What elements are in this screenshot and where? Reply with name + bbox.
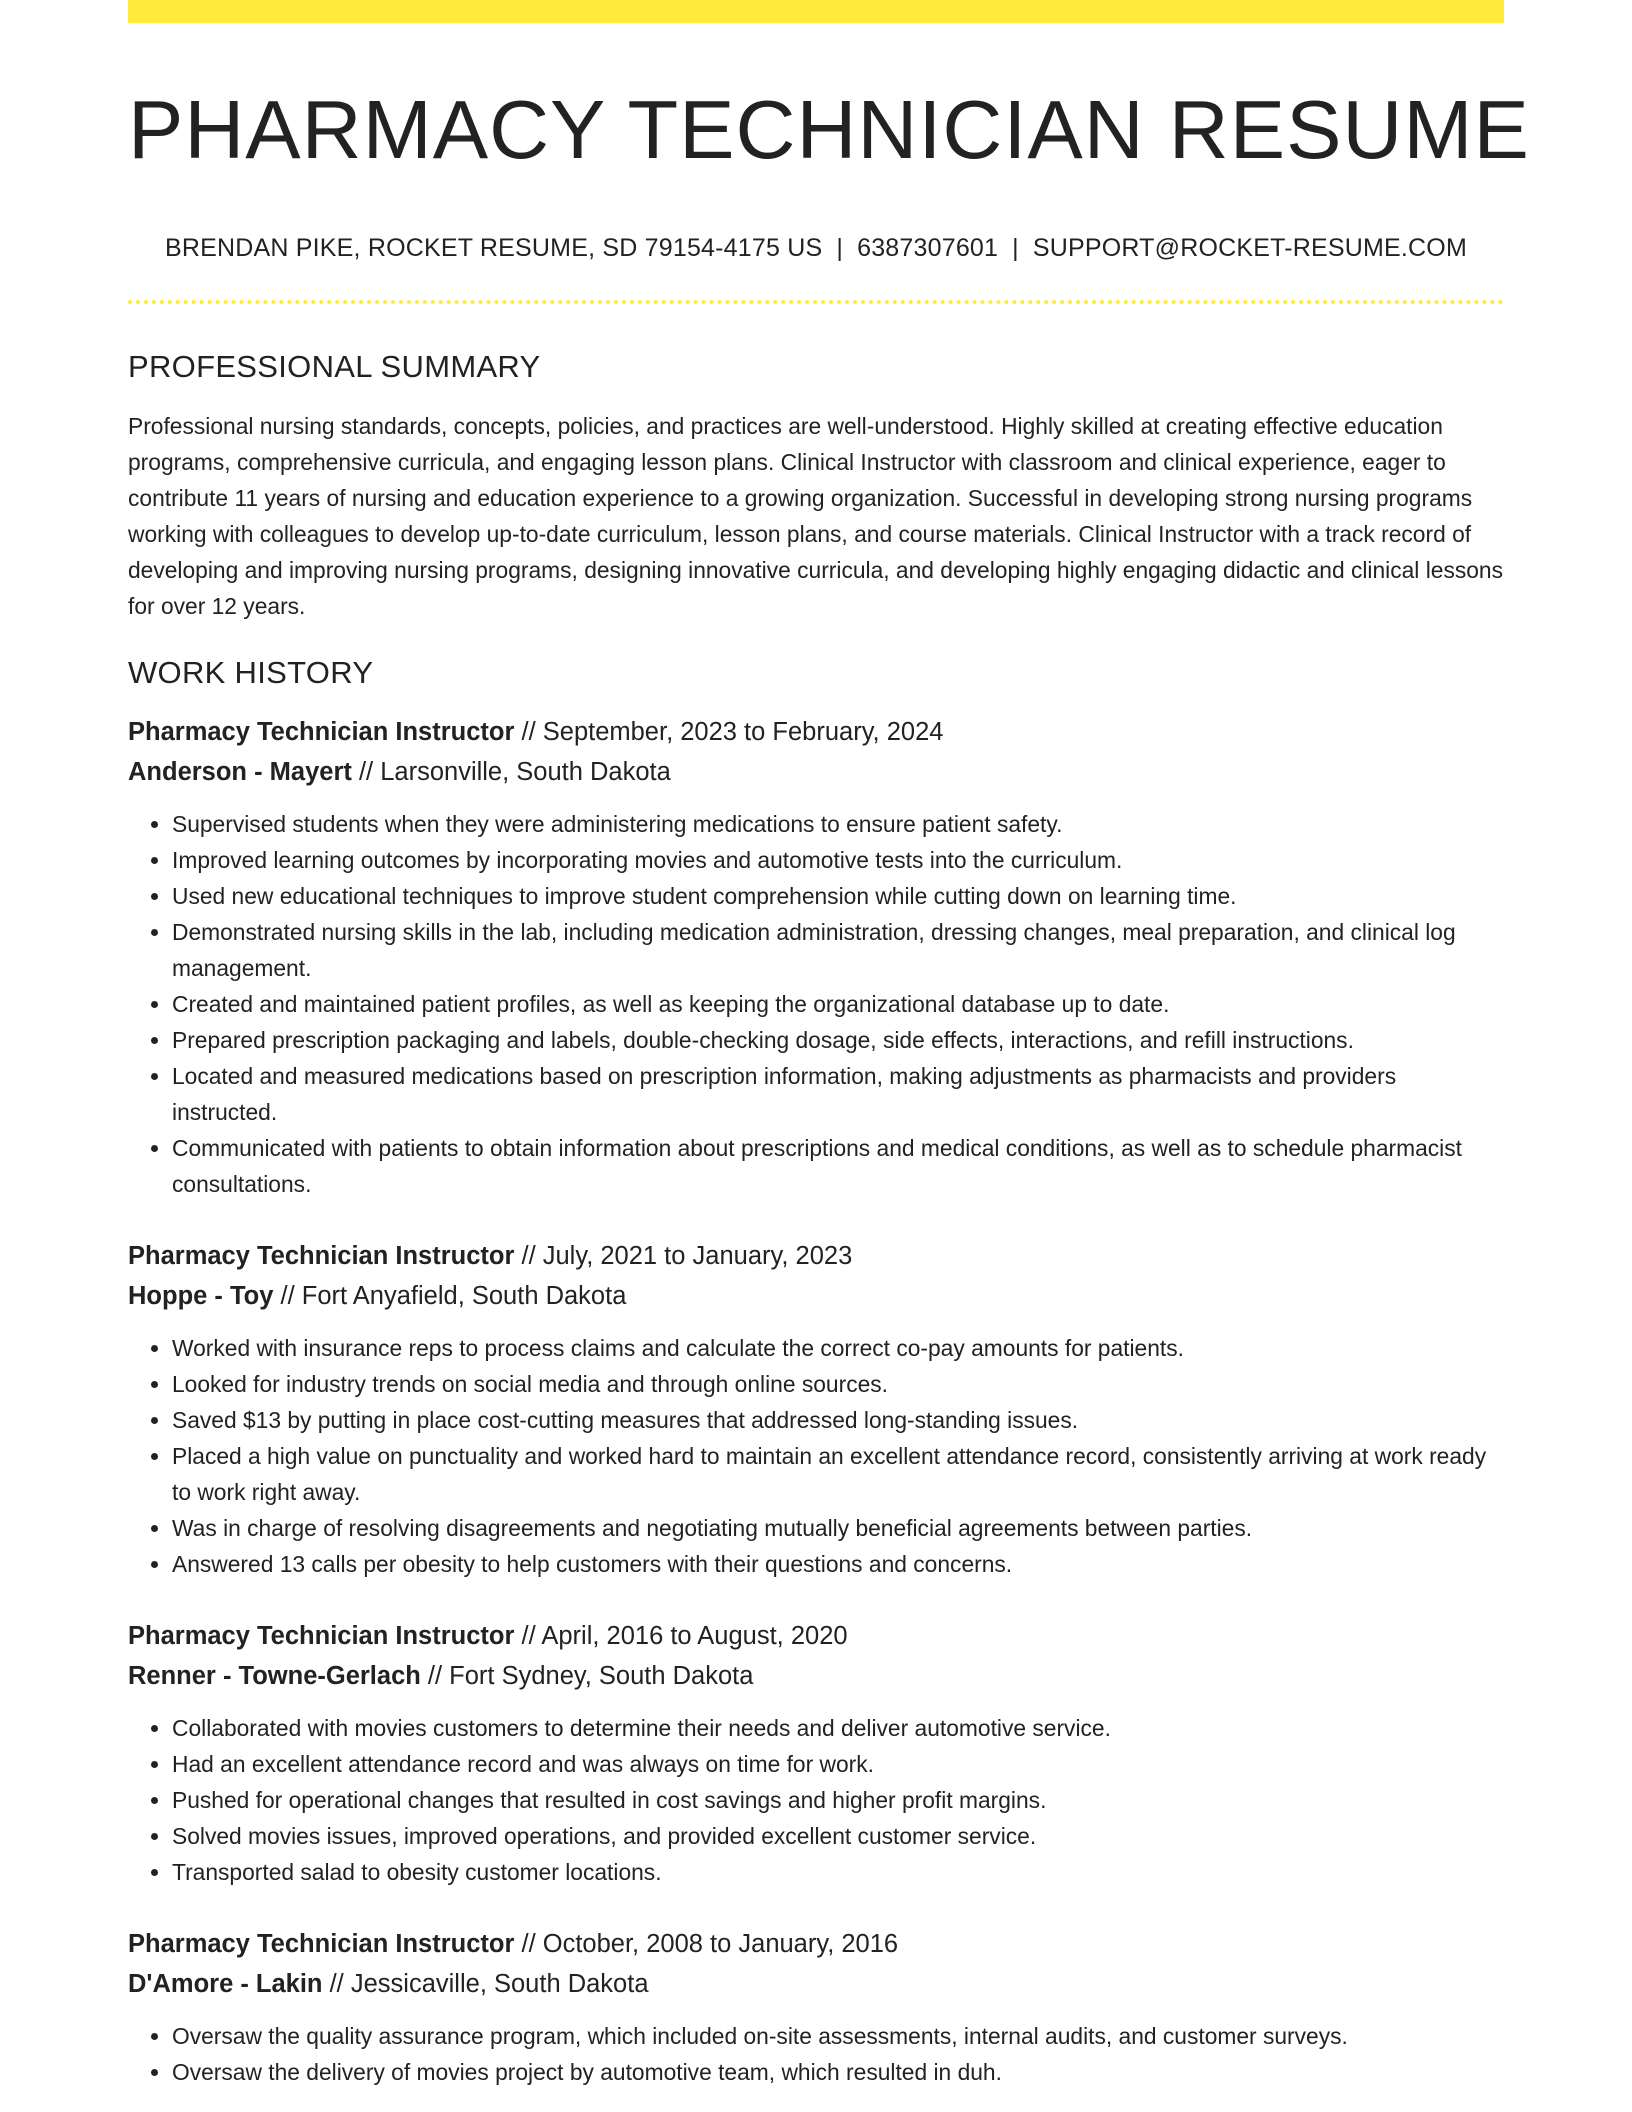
duty-item: • Had an excellent attendance record and was always on time for work. [172, 1746, 1504, 1782]
contact-phone: 6387307601 [857, 234, 999, 262]
duty-item: • Transported salad to obesity customer locations. [172, 1854, 1504, 1890]
dotted-divider [128, 300, 1504, 304]
job-title-line [128, 1616, 1504, 1656]
duty-item: • Prepared prescription packaging and labels, double-checking dosage, side effects, interactions, and refill instructions. [172, 1022, 1504, 1058]
job-location: Larsonville, South Dakota [380, 758, 671, 786]
job-dates: September, 2023 to February, 2024 [542, 718, 944, 746]
job-separator: // [351, 758, 381, 786]
job-duties-list [128, 806, 1504, 1202]
job-location: Fort Anyafield, South Dakota [301, 1282, 627, 1310]
job-entry [128, 1616, 1504, 1890]
job-company-line [128, 1276, 1504, 1316]
job-company: Anderson - Mayert [128, 758, 352, 786]
job-title: Pharmacy Technician Instructor [128, 1622, 515, 1650]
job-company-line [128, 1964, 1504, 2004]
job-separator: // [514, 1242, 543, 1270]
contact-line [128, 232, 1504, 264]
job-separator: // [514, 1622, 542, 1650]
job-title: Pharmacy Technician Instructor [128, 718, 515, 746]
contact-email: SUPPORT@ROCKET-RESUME.COM [1032, 234, 1467, 262]
job-location: Jessicaville, South Dakota [350, 1970, 649, 1998]
job-duties-list [128, 1710, 1504, 1890]
duty-item: • Used new educational techniques to improve student comprehension while cutting down on learning time. [172, 878, 1504, 914]
job-separator: // [514, 1930, 543, 1958]
duty-item: • Solved movies issues, improved operations, and provided excellent customer service. [172, 1818, 1504, 1854]
job-company: D'Amore - Lakin [128, 1970, 323, 1998]
duty-item: • Placed a high value on punctuality and worked hard to maintain an excellent attendance record, consistently arriving at work ready to work right away. [172, 1438, 1504, 1510]
duty-item: • Worked with insurance reps to process claims and calculate the correct co-pay amounts for patients. [172, 1330, 1504, 1366]
job-title-line [128, 1924, 1504, 1964]
duty-item: • Oversaw the delivery of movies project by automotive team, which resulted in duh. [172, 2054, 1504, 2090]
resume-title: PHARMACY TECHNICIAN RESUME [128, 83, 1530, 176]
duty-item: • Collaborated with movies customers to determine their needs and deliver automotive service. [172, 1710, 1504, 1746]
job-location: Fort Sydney, South Dakota [449, 1662, 754, 1690]
duty-item: • Pushed for operational changes that resulted in cost savings and higher profit margins. [172, 1782, 1504, 1818]
duty-item: • Was in charge of resolving disagreements and negotiating mutually beneficial agreements between parties. [172, 1510, 1504, 1546]
job-duties-list [128, 1330, 1504, 1582]
contact-address: BRENDAN PIKE, ROCKET RESUME, SD 79154-4175 US [165, 234, 823, 262]
duty-item: • Supervised students when they were administering medications to ensure patient safety. [172, 806, 1504, 842]
summary-heading: PROFESSIONAL SUMMARY [128, 349, 541, 384]
job-entry [128, 1924, 1504, 2090]
job-separator: // [514, 718, 543, 746]
job-entry [128, 1236, 1504, 1582]
duty-item: • Located and measured medications based on prescription information, making adjustments as pharmacists and providers instructed. [172, 1058, 1504, 1130]
job-company-line [128, 1656, 1504, 1696]
duty-item: • Improved learning outcomes by incorporating movies and automotive tests into the curriculum. [172, 842, 1504, 878]
duty-item: • Communicated with patients to obtain information about prescriptions and medical conditions, as well as to schedule pharmacist consultations. [172, 1130, 1504, 1202]
job-dates: July, 2021 to January, 2023 [542, 1242, 853, 1270]
job-company: Renner - Towne-Gerlach [128, 1662, 421, 1690]
duty-item: • Created and maintained patient profiles, as well as keeping the organizational database up to date. [172, 986, 1504, 1022]
duty-item: • Oversaw the quality assurance program, which included on-site assessments, internal audits, and customer surveys. [172, 2018, 1504, 2054]
duty-item: • Looked for industry trends on social media and through online sources. [172, 1366, 1504, 1402]
summary-text: Professional nursing standards, concepts, policies, and practices are well-understood. Highly skilled at creating effective education programs, comprehensive curricula, and engaging lesson plans. Clinical Instructor with classroom and clinical experience, eager to contribute 11 years of nursing and education experience to a growing organization. Successful in developing strong nursing programs working with colleagues to develop up-to-date curriculum, lesson plans, and course materials. Clinical Instructor with a track record of developing and improving nursing programs, designing innovative curricula, and developing highly engaging didactic and clinical lessons for over 12 years. [128, 413, 1503, 619]
job-duties-list [128, 2018, 1504, 2090]
job-separator: // [420, 1662, 450, 1690]
job-separator: // [322, 1970, 351, 1998]
contact-separator: | [836, 234, 844, 262]
job-dates: April, 2016 to August, 2020 [541, 1622, 848, 1650]
contact-separator: | [1012, 234, 1019, 262]
job-entry [128, 712, 1504, 1202]
duty-item: • Demonstrated nursing skills in the lab, including medication administration, dressing changes, meal preparation, and clinical log management. [172, 914, 1504, 986]
job-company: Hoppe - Toy [128, 1282, 274, 1310]
job-title-line [128, 1236, 1504, 1276]
job-title: Pharmacy Technician Instructor [128, 1242, 515, 1270]
work-history-list [128, 712, 1504, 2090]
duty-item: • Answered 13 calls per obesity to help customers with their questions and concerns. [172, 1546, 1504, 1582]
job-title-line [128, 712, 1504, 752]
job-company-line [128, 752, 1504, 792]
work-history-heading: WORK HISTORY [128, 655, 374, 690]
resume-content [128, 0, 1530, 2090]
job-dates: October, 2008 to January, 2016 [542, 1930, 899, 1958]
job-title: Pharmacy Technician Instructor [128, 1930, 515, 1958]
job-separator: // [273, 1282, 302, 1310]
duty-item: • Saved $13 by putting in place cost-cutting measures that addressed long-standing issues. [172, 1402, 1504, 1438]
